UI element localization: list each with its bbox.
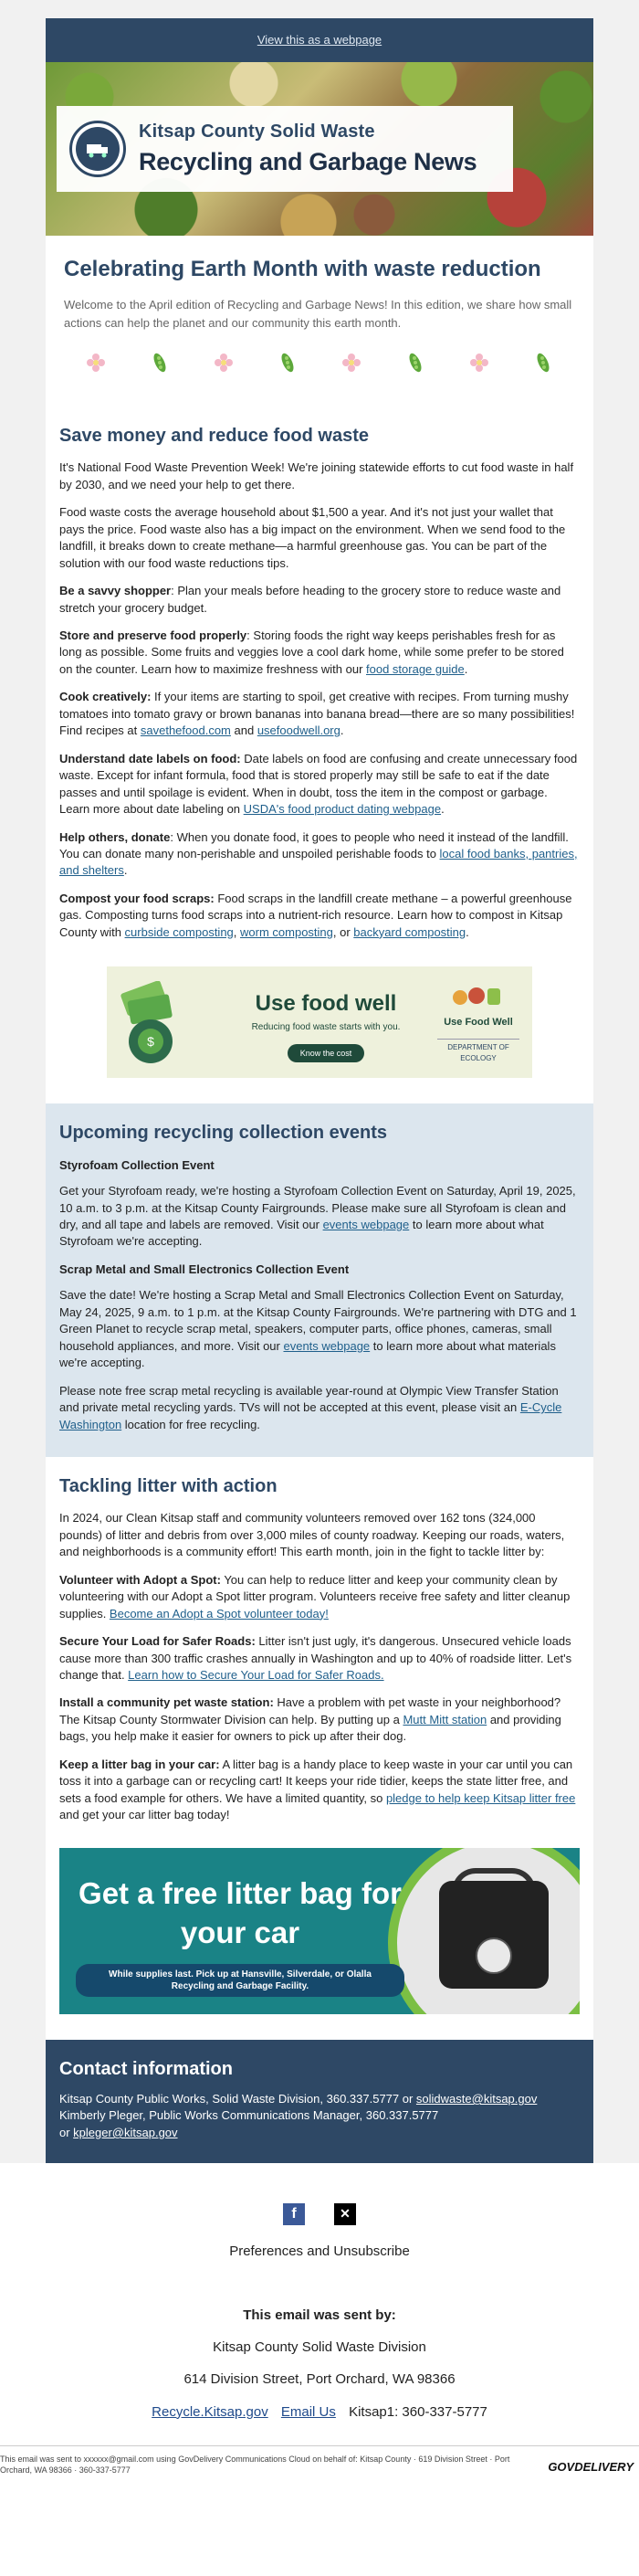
events-heading: Upcoming recycling collection events [59,1123,387,1144]
footer [0,2163,639,2444]
header-banner [46,62,593,236]
scrap-metal-heading: Scrap Metal and Small Electronics Collection Event [59,1262,350,1276]
kpleger-email-link[interactable]: kpleger@kitsap.gov [73,2125,178,2139]
page-title: Celebrating Earth Month with waste reduction [64,257,541,281]
tip-date-labels: Understand date labels on food: Date labels on food are confusing and create unnecessary food waste. Except for infant formula, food that is stored properly may still be safe to eat if the date passes and until spoilage is evident. When in doubt, toss the item in the compost or garbage. Learn more about date labeling on USDA's food product dating webpage. [59,751,578,817]
litter-pet-waste: Install a community pet waste station: Have a problem with pet waste in your neighborhood? The Kitsap County Stormwater Division can help. By putting up a Mutt Mitt station and providing bags, you help make it easier for owners to pick up after their dog. [59,1695,561,1744]
sender-address: 614 Division Street, Port Orchard, WA 98366 [183,2371,456,2388]
scrap-metal-text: Save the date! We're hosting a Scrap Metal and Small Electronics Collection Event on Saturday, May 24, 2025, 9 a.m. to 1 p.m. at the Kitsap County Fairgrounds. We're partnering with DTG and 1 Green Planet to recycle scrap metal, speakers, computer parts, office phones, cameras, small household appliances, and more. Visit our events webpage to learn more about what materials we're accepting. [59,1288,577,1370]
curbside-composting-link[interactable]: curbside composting [124,924,234,939]
social-links [0,2203,639,2225]
pea-pod-icon [404,352,426,374]
contact-line-1: Kitsap County Public Works, Solid Waste Division, 360.337.5777 or solidwaste@kitsap.gov [59,2092,538,2106]
svg-text:$: $ [147,1034,154,1050]
header-title: Recycling and Garbage News [139,148,477,176]
styrofoam-heading: Styrofoam Collection Event [59,1157,215,1172]
tip-cook: Cook creatively: If your items are starting to spoil, get creative with recipes. From turning mushy tomatoes into tomato gravy or brown bananas into banana bread—there are so many possibilities! Find recipes at savethefood.com and usefoodwell.org. [59,690,575,738]
secure-load-link[interactable]: Learn how to Secure Your Load for Safer Roads. [128,1668,384,1683]
truck-icon [84,135,111,163]
food-banks-link[interactable]: local food banks, pantries, and shelters [59,847,578,878]
litter-bag-banner[interactable] [59,1848,580,2014]
produce-icon [451,983,506,1007]
food-waste-cost: Food waste costs the average household about $1,500 a year. And it's not just your wallet that pays the price. Food waste also has a big impact on the environment. When we send food to the landfill, it breaks down to create methane—a harmful greenhouse gas. You can be part of the solution with our food waste reductions tips. [59,505,566,570]
solidwaste-email-link[interactable]: solidwaste@kitsap.gov [415,2092,538,2106]
usda-dating-link[interactable]: USDA's food product dating webpage [243,802,442,817]
litter-heading: Tackling litter with action [59,1476,278,1496]
litter-banner-title: Get a free litter bag for your car [79,1875,402,1950]
kitsap-county-seal-logo [69,121,126,177]
view-webpage-link[interactable]: View this as a webpage [257,32,382,47]
email-column [46,18,593,2163]
worm-composting-link[interactable]: worm composting [240,924,333,939]
pea-pod-icon [532,352,554,374]
header-org: Kitsap County Solid Waste [139,121,375,142]
intro-section [46,236,593,406]
food-waste-intro: It's National Food Waste Prevention Week! We're joining statewide efforts to cut food waste in half by 2030, and we need your help to get there. [59,460,574,491]
flower-icon [468,352,490,374]
tip-donate: Help others, donate: When you donate food, it goes to people who need it instead of the landfill. You can donate many non-perishable and unspoiled perishable foods to local food banks, pantries, and shelters. [59,829,578,878]
use-food-well-banner[interactable] [107,966,532,1078]
intro-text: Welcome to the April edition of Recycling and Garbage News! In this edition, we share how small actions can help the planet and our community this earth month. [64,298,572,330]
legal-footer [0,2445,639,2485]
usefoodwell-link[interactable]: usefoodwell.org [257,723,340,738]
flower-icon [340,352,362,374]
litter-car-bag: Keep a litter bag in your car: A litter bag is a handy place to keep waste in your car until you can toss it into a garbage can or recycling cart! It keeps your ride tidier, keeps the state litter free, and sets a food example for others. We have a limited quantity, so pledge to help keep Kitsap litter free and get your car litter bag today! [59,1757,576,1822]
litter-intro: In 2024, our Clean Kitsap staff and community volunteers removed over 162 tons (324,000 pounds) of litter and debris from over 3,000 miles of county roadway. Keeping our roads, waters, and neighborhoods is a community effort! This earth month, join in the fight to tackle litter by: [59,1511,565,1559]
top-bar [46,18,593,62]
tip-store: Store and preserve food properly: Storing foods the right way keeps perishables fresh for as long as possible. Some fruits and veggies love a cool dark home, while some prefer to be stored on the counter. Learn how to maximize freshness with our food storage guide. [59,628,564,676]
food-banner-title: Use food well [255,991,397,1017]
metal-events-link[interactable]: events webpage [283,1338,371,1353]
govdelivery-logo[interactable]: GOVDELIVERY [548,2459,634,2474]
litter-secure-load: Secure Your Load for Safer Roads: Litter isn't just ugly, it's dangerous. Unsecured vehicle loads cause more than 300 traffic crashes annually in Washington and up to 40% of roadside litter. Let's change that. Learn how to Secure Your Load for Safer Roads. [59,1634,572,1683]
money-plate-icon [116,981,185,1069]
tip-shopper: Be a savvy shopper: Plan your meals before heading to the grocery store to reduce waste and stretch your grocery budget. [59,584,561,615]
scrap-metal-note: Please note free scrap metal recycling is available year-round at Olympic View Transfer Station and private metal recycling yards. TVs will not be accepted at this event, please visit an E-Cycle Washington location for free recycling. [59,1383,562,1431]
flower-icon [85,352,107,374]
sender-org: Kitsap County Solid Waste Division [213,2338,426,2355]
contact-section [46,2040,593,2164]
adopt-a-spot-link[interactable]: Become an Adopt a Spot volunteer today! [109,1606,329,1621]
know-the-cost-button[interactable]: Know the cost [288,1044,365,1063]
use-food-well-logo: Use Food Well DEPARTMENT OF ECOLOGY [437,983,519,1063]
contact-line-3: or kpleger@kitsap.gov [59,2125,178,2139]
backyard-composting-link[interactable]: backyard composting [353,924,466,939]
ecycle-link[interactable]: E-Cycle Washington [59,1400,562,1431]
styrofoam-text: Get your Styrofoam ready, we're hosting a Styrofoam Collection Event on Saturday, April 19, 2025, 10 a.m. to 3 p.m. at the Kitsap County Fairgrounds. Please make sure all Styrofoam is clean and dry, and all tape and labels are removed. Visit our events webpage to learn more about what Styrofoam we're accepting. [59,1184,576,1249]
food-banner-subtitle: Reducing food waste starts with you. [251,1022,401,1033]
contact-heading: Contact information [59,2058,233,2079]
litter-adopt-spot: Volunteer with Adopt a Spot: You can help to reduce litter and keep your community clean by volunteering with our Adopt a Spot litter program. Volunteers receive free safety and litter cleanup supplies. Become an Adopt a Spot volunteer today! [59,1572,571,1621]
pea-pod-icon [277,352,299,374]
food-waste-heading: Save money and reduce food waste [59,426,369,446]
decorative-icon-row [64,332,575,397]
litter-section [46,1457,593,2040]
flower-icon [213,352,235,374]
kitsap1-phone: Kitsap1: 360-337-5777 [349,2403,487,2420]
pea-pod-icon [149,352,171,374]
legal-text: This email was sent to xxxxxx@gmail.com using GovDelivery Communications Cloud on behalf of: Kitsap County · 619 Division Street · Port Orchard, WA 98366 · 360-337-5777 [0,2454,510,2476]
email-us-link[interactable]: Email Us [280,2403,336,2420]
recycle-kitsap-link[interactable]: Recycle.Kitsap.gov [152,2403,268,2420]
food-storage-guide-link[interactable]: food storage guide [366,661,465,676]
kitsap-logo-badge [476,1937,512,1974]
footer-links [0,2402,639,2422]
mutt-mitt-link[interactable]: Mutt Mitt station [403,1712,487,1726]
tip-compost: Compost your food scraps: Food scraps in the landfill create methane – a powerful greenhouse gas. Composting turns food scraps into a nutrient-rich resource. Learn how to compost in Kitsap County with curbside composting, worm composting, or backyard composting. [59,891,572,939]
styrofoam-events-link[interactable]: events webpage [322,1218,410,1232]
ecology-logo: DEPARTMENT OF ECOLOGY [437,1039,519,1063]
preferences-unsubscribe-link[interactable]: Preferences and Unsubscribe [229,2243,410,2260]
x-twitter-icon[interactable]: ✕ [334,2203,356,2225]
events-section [46,1103,593,1457]
header-panel [57,106,513,192]
pledge-link[interactable]: pledge to help keep Kitsap litter free [385,1790,576,1805]
contact-line-2: Kimberly Pleger, Public Works Communications Manager, 360.337.5777 [59,2108,439,2123]
litter-banner-pill: While supplies last. Pick up at Hansville, Silverdale, or Olalla Recycling and Garbage Facility. [76,1964,404,1997]
food-waste-section [46,406,593,1103]
savethefood-link[interactable]: savethefood.com [140,723,231,738]
sent-by-title: This email was sent by: [243,2307,396,2323]
facebook-icon[interactable]: f [283,2203,305,2225]
